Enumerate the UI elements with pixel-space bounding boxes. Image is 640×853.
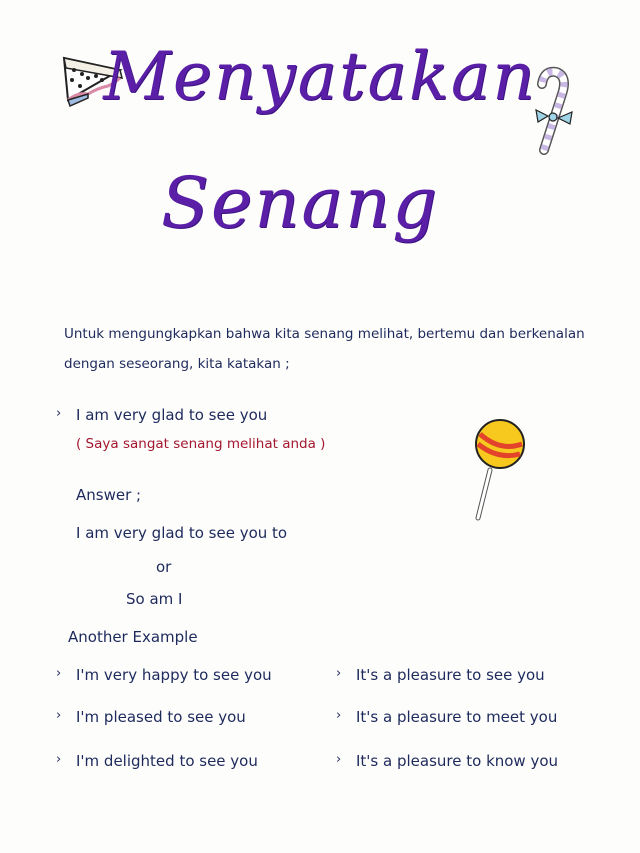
answer-line-2: So am I — [126, 590, 183, 608]
lollipop-icon — [470, 414, 532, 522]
bullet-arrow: › — [336, 708, 342, 723]
another-example-heading: Another Example — [68, 628, 198, 646]
bullet-arrow: › — [336, 752, 342, 767]
main-example-english: I am very glad to see you — [76, 406, 268, 424]
intro-line-2: dengan seseorang, kita katakan ; — [64, 356, 290, 372]
main-example-translation: ( Saya sangat senang melihat anda ) — [76, 436, 326, 452]
example-right-1: It's a pleasure to see you — [356, 666, 545, 684]
bullet-arrow: › — [56, 666, 62, 681]
answer-or: or — [156, 558, 172, 576]
example-left-2: I'm pleased to see you — [76, 708, 246, 726]
example-right-3: It's a pleasure to know you — [356, 752, 559, 770]
bullet-arrow: › — [336, 666, 342, 681]
example-left-3: I'm delighted to see you — [76, 752, 258, 770]
title-line-2: Senang — [160, 162, 440, 244]
bullet-arrow: › — [56, 752, 62, 767]
title-line-1: Menyatakan — [103, 38, 537, 115]
intro-line-1: Untuk mengungkapkan bahwa kita senang melihat, bertemu dan berkenalan — [64, 326, 585, 342]
bullet-arrow: › — [56, 406, 62, 421]
example-left-1: I'm very happy to see you — [76, 666, 272, 684]
answer-line-1: I am very glad to see you to — [76, 524, 288, 542]
answer-label: Answer ; — [76, 486, 142, 504]
bullet-arrow: › — [56, 708, 62, 723]
example-right-2: It's a pleasure to meet you — [356, 708, 558, 726]
